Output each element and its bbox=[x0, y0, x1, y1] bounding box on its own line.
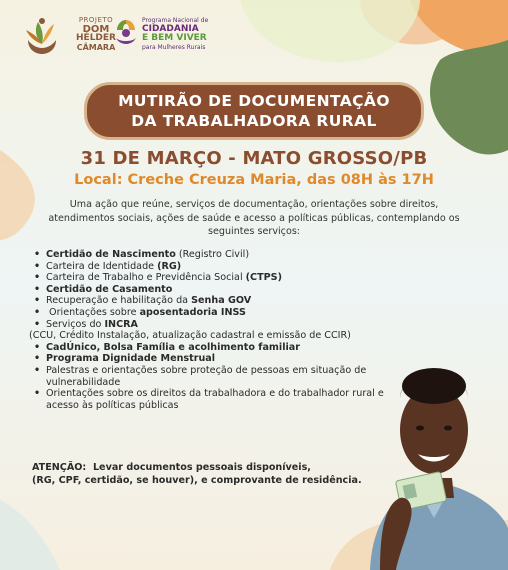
service-bold: CadÚnico, Bolsa Família e acolhimento familiar bbox=[46, 341, 300, 353]
service-item: • Serviços do INCRA bbox=[34, 318, 138, 330]
logo-right-line4: para Mulheres Rurais bbox=[142, 44, 206, 51]
event-title-line2: DA TRABALHADORA RURAL bbox=[131, 112, 377, 130]
service-bold: Programa Dignidade Menstrual bbox=[46, 353, 216, 365]
attention-line2: (RG, CPF, certidão, se houver), e comprovante de residência. bbox=[32, 475, 362, 486]
service-text: (Registro Civil) bbox=[175, 249, 250, 260]
service-item: • Carteira de Identidade (RG) bbox=[34, 260, 182, 272]
service-note bbox=[29, 330, 394, 342]
service-item: • Programa Dignidade Menstrual bbox=[34, 353, 216, 365]
service-text: Serviços do bbox=[46, 318, 105, 330]
service-bold: Senha GOV bbox=[191, 295, 252, 307]
event-date-location: 31 DE MARÇO - MATO GROSSO/PB bbox=[80, 148, 428, 169]
service-item: • Palestras e orientações sobre proteção de pessoas em situação de vulnerabilidade bbox=[34, 365, 394, 388]
logo-right-line1: Programa Nacional de bbox=[142, 17, 209, 24]
event-intro-paragraph: Uma ação que reúne, serviços de documentação, orientações sobre direitos, atendimentos sociais, ações de saúde e acesso a políticas públicas, contemplando os seguintes serviços: bbox=[48, 199, 460, 237]
woman-holding-id-card-photo bbox=[360, 358, 508, 570]
service-item: • Carteira de Trabalho e Previdência Social (CTPS) bbox=[34, 272, 282, 284]
service-item: • Orientações sobre aposentadoria INSS bbox=[34, 306, 246, 318]
service-bold: Certidão de Casamento bbox=[46, 283, 173, 295]
service-item: • CadÚnico, Bolsa Família e acolhimento familiar bbox=[34, 341, 300, 353]
service-item: • Certidão de Nascimento (Registro Civil) bbox=[34, 249, 250, 260]
service-text: Carteira de Identidade bbox=[46, 260, 158, 272]
service-note-text: (CCU, Crédito Instalação, atualização cadastral e emissão de CCIR) bbox=[29, 330, 351, 342]
logos-area bbox=[22, 14, 222, 60]
service-bold: INCRA bbox=[104, 318, 138, 330]
service-bold: (CTPS) bbox=[245, 272, 282, 284]
logo-left-line1: PROJETO bbox=[78, 16, 114, 24]
service-bold: aposentadoria INSS bbox=[139, 306, 246, 318]
service-text: Palestras e orientações sobre proteção de pessoas em situação de vulnerabilidade bbox=[46, 364, 367, 388]
cidadania-logo-icon bbox=[114, 16, 138, 50]
logo-left-line2: DOM bbox=[82, 24, 110, 35]
logo-left-line4: CÂMARA bbox=[76, 43, 116, 52]
event-title-banner bbox=[84, 82, 424, 140]
attention-note bbox=[32, 461, 372, 487]
service-text: Orientações sobre bbox=[46, 306, 140, 318]
event-venue-hours: Local: Creche Creuza Maria, das 08H às 17H bbox=[74, 172, 434, 188]
service-item: • Orientações sobre os direitos da trabalhadora e do trabalhador rural e acesso às políticas públicas bbox=[34, 388, 394, 411]
service-item: • Certidão de Casamento bbox=[34, 283, 173, 295]
services-list bbox=[29, 249, 394, 411]
logo-left-line3: HÉLDER bbox=[76, 33, 116, 43]
service-item: • Recuperação e habilitação da Senha GOV bbox=[34, 295, 252, 307]
attention-line1: ATENÇÃO: Levar documentos pessoais disponíveis, bbox=[32, 462, 311, 473]
service-text: Carteira de Trabalho e Previdência Social bbox=[46, 272, 246, 284]
service-bold: (RG) bbox=[157, 260, 182, 272]
dom-helder-logo-icon bbox=[22, 14, 62, 56]
service-text: Orientações sobre os direitos da trabalhadora e do trabalhador rural e acesso às políticas públicas bbox=[46, 388, 384, 411]
service-bold: Certidão de Nascimento bbox=[46, 249, 176, 260]
service-text: Recuperação e habilitação da bbox=[46, 295, 192, 307]
logo-right-line3: E BEM VIVER bbox=[142, 33, 207, 43]
event-title-line1: MUTIRÃO DE DOCUMENTAÇÃO bbox=[118, 92, 390, 110]
cidadania-logo-text bbox=[142, 16, 242, 52]
logo-right-line2: CIDADANIA bbox=[142, 24, 199, 34]
